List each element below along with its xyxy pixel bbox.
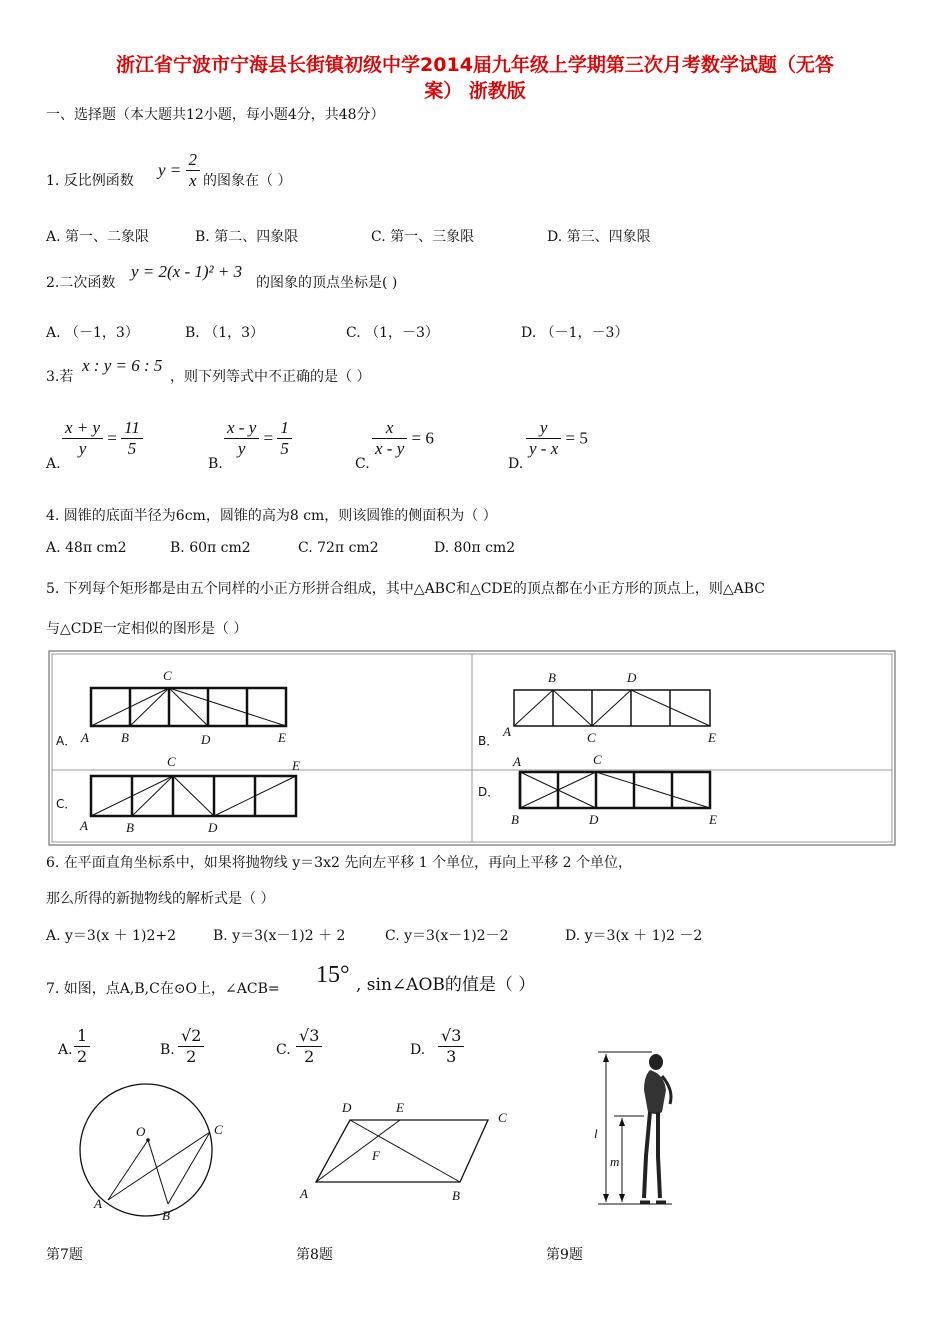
person-silhouette-icon <box>640 1054 671 1202</box>
q7-option-b-letter: B. <box>160 1042 175 1058</box>
q3-c-num: x <box>372 418 407 439</box>
q5-a-pt-a: A <box>81 730 89 745</box>
q3-a-den: y <box>78 439 87 458</box>
q3-b-num: x - y <box>224 418 259 439</box>
fig8-label-e: E <box>396 1100 404 1115</box>
q1-fraction <box>186 150 201 191</box>
q6-option-c: C. y＝3(x－1)2－2 <box>385 928 509 944</box>
q5-c-pt-e: E <box>292 758 300 773</box>
caption-fig8: 第8题 <box>296 1247 333 1263</box>
section-heading: 一、选择题（本大题共12小题，每小题4分，共48分） <box>46 107 385 123</box>
q1-numerator: 2 <box>186 150 201 171</box>
q3-c-den: x - y <box>375 439 405 458</box>
q5-panel-d-label: D． <box>478 785 500 799</box>
q5-a-pt-d: D <box>201 732 211 747</box>
q2-formula: y = 2(x - 1)² + 3 <box>131 262 243 281</box>
q5-panel-c-label: C． <box>56 797 77 811</box>
figure-8-parallelogram <box>292 1096 522 1211</box>
q5-b-pt-d: D <box>627 670 637 685</box>
q1-option-b: B. 第二、四象限 <box>195 229 299 245</box>
q5-d-pt-a: A <box>513 754 521 769</box>
q5-c-pt-b: B <box>126 820 134 835</box>
q7-option-b-frac <box>178 1026 204 1067</box>
q5-line1: 5. 下列每个矩形都是由五个同样的小正方形拼合组成，其中△ABC和△CDE的顶点都在小正方形的顶点上，则△ABC <box>46 581 766 597</box>
q5-b-pt-b: B <box>548 670 556 685</box>
q3-d-num: y <box>526 418 561 439</box>
fig7-label-a: A <box>94 1196 102 1211</box>
figure-7-circle <box>70 1080 240 1225</box>
q7-a-den: 2 <box>77 1047 88 1066</box>
page-title-line1: 浙江省宁波市宁海县长街镇初级中学2014届九年级上学期第三次月考数学试题（无答 <box>116 54 834 76</box>
q2-option-a: A. （－1，3） <box>46 325 139 341</box>
q3-b-den: y <box>237 439 246 458</box>
fig7-label-o: O <box>136 1124 146 1139</box>
q3-option-b-expr: $\frac{x - y}{y}$ = $\frac{1}{5}$ <box>224 418 292 459</box>
fig7-label-c: C <box>214 1122 223 1137</box>
q7-a-num: 1 <box>74 1026 90 1047</box>
q7-angle: 15° <box>316 962 350 988</box>
q5-a-pt-b: B <box>121 730 129 745</box>
q7-option-d-frac <box>438 1026 464 1067</box>
q5-d-pt-d: D <box>589 812 599 827</box>
q5-panel-c <box>56 754 300 835</box>
q7-b-num: √2 <box>178 1026 204 1047</box>
q2-prefix: 2.二次函数 <box>46 275 116 291</box>
q3-option-b-letter: B. <box>208 456 223 472</box>
q7-option-a-frac <box>74 1026 90 1067</box>
q5-a-pt-e: E <box>278 730 286 745</box>
q5-b-pt-c: C <box>587 730 596 745</box>
figure-9-person <box>592 1046 692 1214</box>
q2-suffix: 的图象的顶点坐标是( ) <box>256 275 398 291</box>
q5-b-pt-a: A <box>503 724 511 739</box>
q3-option-d-letter: D. <box>508 456 524 472</box>
q5-c-pt-d: D <box>208 820 218 835</box>
q3-b-rhs-num: 1 <box>277 418 292 439</box>
q2-option-c: C. （1，－3） <box>346 325 439 341</box>
q3-ratio: x : y = 6 : 5 <box>82 356 163 375</box>
q5-d-pt-b: B <box>511 812 519 827</box>
q3-a-rhs-num: 11 <box>121 418 143 439</box>
q6-option-d: D. y＝3(x ＋ 1)2 －2 <box>565 928 703 944</box>
q7-option-c-frac <box>296 1026 322 1067</box>
q4-option-a: A. 48π cm2 <box>46 540 127 556</box>
q4-option-c: C. 72π cm2 <box>298 540 379 556</box>
q5-d-pt-e: E <box>709 812 717 827</box>
q5-c-pt-a: A <box>80 818 88 833</box>
q5-panel-a <box>56 668 286 748</box>
q3-option-d-expr <box>526 418 588 459</box>
q2-option-b: B. （1，3） <box>185 325 265 341</box>
q3-prefix: 3.若 <box>46 369 74 385</box>
q5-panel-b-label: B． <box>478 734 499 748</box>
q7-d-den: 3 <box>446 1047 457 1066</box>
fig9-label-l: l <box>594 1126 598 1141</box>
q3-c-rhs: = 6 <box>411 428 434 448</box>
q1-eq-lhs: y = <box>158 160 182 180</box>
q3-a-rhs-den: 5 <box>127 439 137 458</box>
q7-d-num: √3 <box>438 1026 464 1047</box>
fig7-label-b: B <box>162 1208 170 1223</box>
q6-option-b: B. y＝3(x－1)2 ＋ 2 <box>213 928 346 944</box>
q6-option-a: A. y＝3(x ＋ 1)2+2 <box>46 928 176 944</box>
caption-fig7: 第7题 <box>46 1247 83 1263</box>
q5-d-pt-c: C <box>593 752 602 767</box>
q5-panel-d <box>478 752 717 827</box>
q3-option-c-expr <box>372 418 434 459</box>
q1-option-d: D. 第三、四象限 <box>547 229 651 245</box>
q3-a-num: x + y <box>62 418 103 439</box>
q3-option-a-letter: A. <box>46 456 61 472</box>
q7-suffix: , sin∠AOB的值是（ ） <box>356 975 536 995</box>
fig9-label-m: m <box>610 1154 620 1169</box>
q3-option-a-expr: $\frac{x + y}{y}$ = $\frac{11}{5}$ <box>62 418 143 459</box>
q3-suffix: ，则下列等式中不正确的是（ ） <box>170 369 371 385</box>
q5-b-pt-e: E <box>708 730 716 745</box>
q5-line2: 与△CDE一定相似的图形是（ ） <box>46 621 248 637</box>
q1-prefix: 1. 反比例函数 <box>46 173 134 189</box>
fig8-label-a: A <box>300 1186 308 1201</box>
q3-d-rhs: = 5 <box>565 428 588 448</box>
q2-option-d: D. （－1，－3） <box>521 325 629 341</box>
fig8-label-b: B <box>452 1188 460 1203</box>
q1-suffix: 的图象在（ ） <box>203 173 292 189</box>
q1-option-a: A. 第一、二象限 <box>46 229 150 245</box>
q6-line2: 那么所得的新抛物线的解析式是（ ） <box>46 891 275 907</box>
q3-b-rhs-den: 5 <box>280 439 289 458</box>
fig8-label-c: C <box>498 1110 507 1125</box>
q7-prefix: 7. 如图，点A,B,C在⊙O上，∠ACB= <box>46 981 280 997</box>
q7-b-den: 2 <box>186 1047 197 1066</box>
q5-panel-a-label: A． <box>56 734 77 748</box>
q3-option-c-letter: C. <box>355 456 370 472</box>
q5-figure-grid <box>48 650 896 846</box>
fig8-label-f: F <box>372 1148 380 1163</box>
q4-option-b: B. 60π cm2 <box>170 540 251 556</box>
q5-panel-b <box>478 670 716 748</box>
q6-line1: 6. 在平面直角坐标系中，如果将抛物线 y＝3x2 先向左平移 1 个单位，再向上平移 2 个单位， <box>46 855 632 871</box>
caption-fig9: 第9题 <box>546 1247 583 1263</box>
q7-option-a-letter: A. <box>58 1042 73 1058</box>
q7-option-c-letter: C. <box>276 1042 291 1058</box>
q3-d-den: y - x <box>529 439 559 458</box>
page-title-line2: 案） 浙教版 <box>424 80 526 102</box>
q7-c-num: √3 <box>296 1026 322 1047</box>
q7-option-d-letter: D. <box>410 1042 426 1058</box>
q1-denominator: x <box>189 171 197 190</box>
q1-equation <box>158 150 200 191</box>
q4-text: 4. 圆锥的底面半径为6cm，圆锥的高为8 cm，则该圆锥的侧面积为（ ） <box>46 508 497 524</box>
fig8-label-d: D <box>342 1100 352 1115</box>
q5-a-pt-c: C <box>163 668 172 683</box>
q7-c-den: 2 <box>304 1047 315 1066</box>
q1-option-c: C. 第一、三象限 <box>371 229 475 245</box>
q4-option-d: D. 80π cm2 <box>434 540 516 556</box>
q5-c-pt-c: C <box>167 754 176 769</box>
